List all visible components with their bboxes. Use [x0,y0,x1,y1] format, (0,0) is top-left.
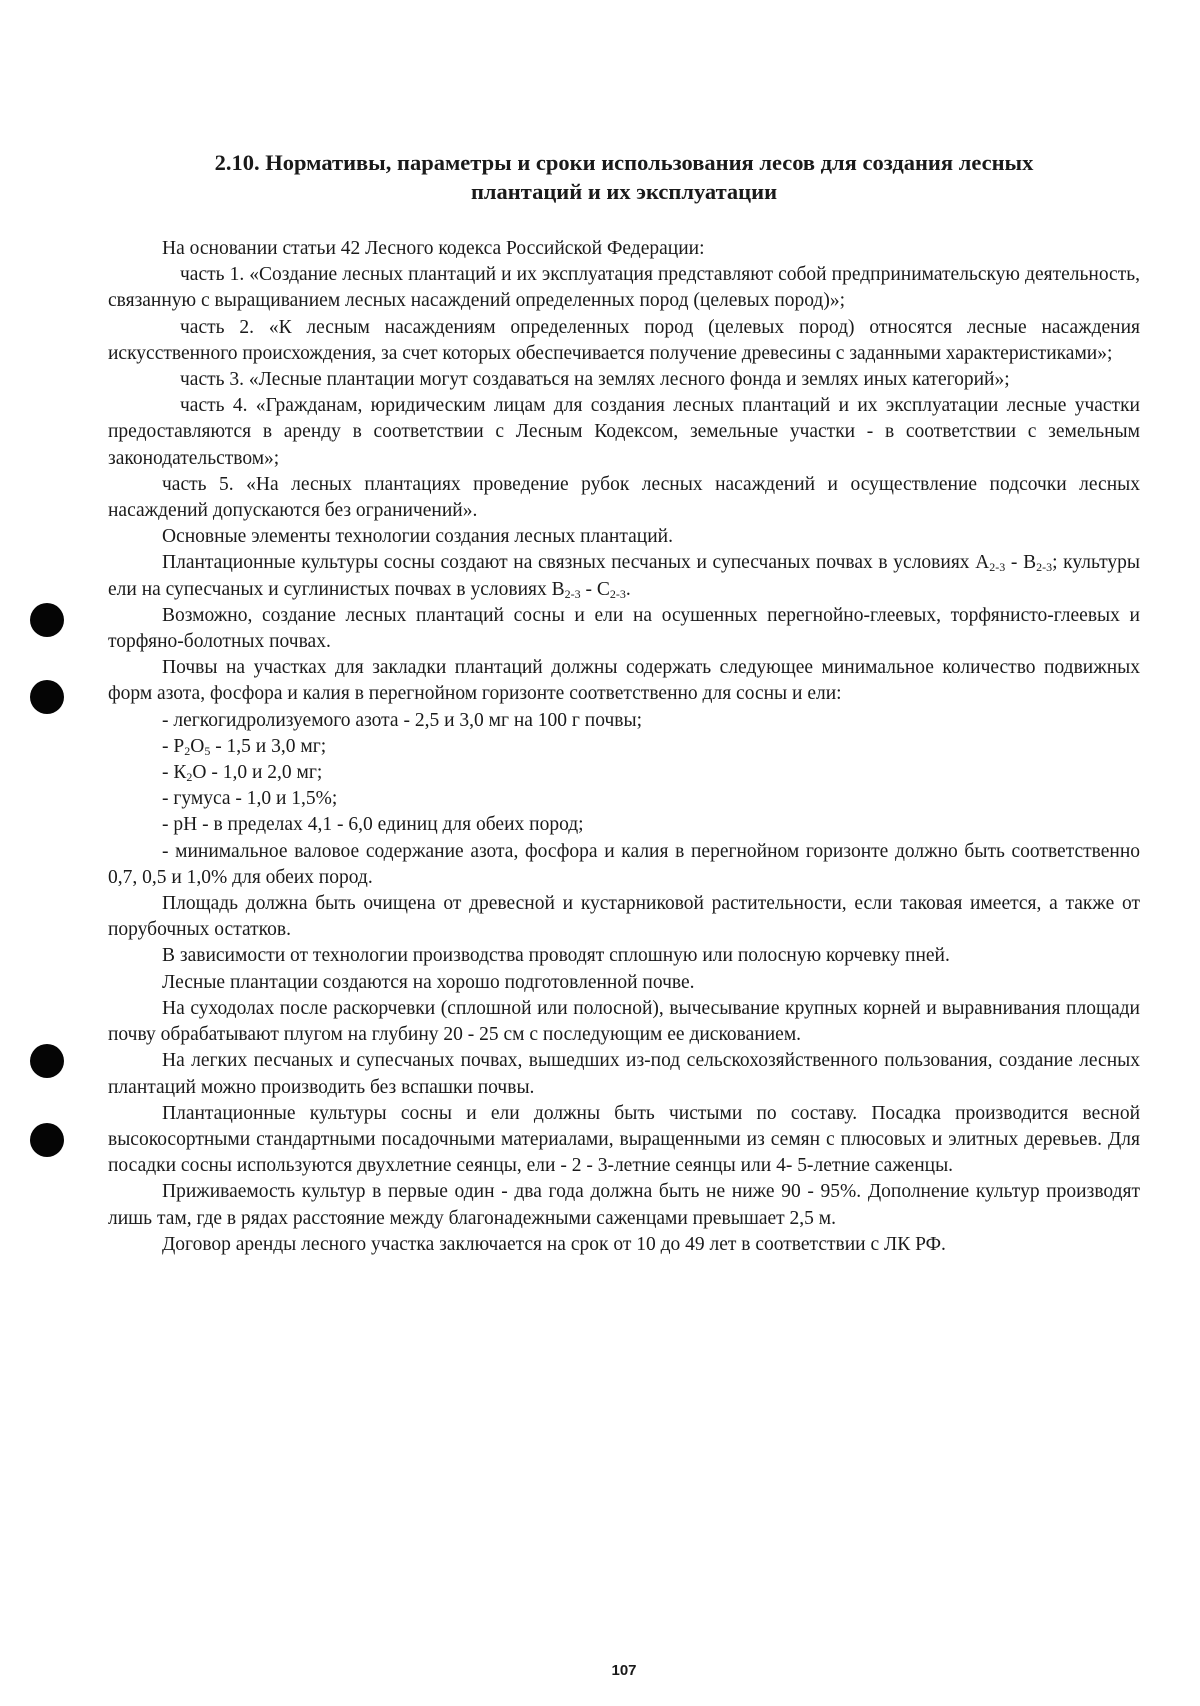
list-item: - $Р_2О_5 - 1,5$ и 3,0 мг; [162,735,327,758]
punch-hole-1 [30,603,64,637]
page-number: 107 [611,1662,637,1679]
paragraph: На суходолах после раскорчевки (сплошной или полосной), вычесывание крупных корней и выравнивания площади почву обрабатывают плугом на глубину 20 - 25 см с последующим ее дискованием. [108,997,1140,1046]
paragraph: Площадь должна быть очищена от древесной и кустарниковой растительности, если таковая имеется, а также от порубочных остатков. [108,893,1140,941]
paragraph: Возможно, создание лесных плантаций сосны и ели на осушенных перегнойно-глеевых, торфянисто-глеевых и торфяно-болотных почвах. [108,604,1140,653]
paragraph: часть 3. «Лесные плантации могут создаваться на землях лесного фонда и землях иных категорий»; [180,369,1010,391]
paragraph-conditions: Плантационные культуры сосны создают на связных песчаных и супесчаных почвах в условиях $А_{2-3} - В_{2-3}$; культуры ели на супесчаных и суглинистых почвах в условиях $В_{2-3} - С_{2-3}$. [108,552,1141,601]
paragraph: Почвы на участках для закладки плантаций должны содержать следующее минимальное количество подвижных форм азота, фосфора и калия в перегнойном горизонте соответственно для сосны и ели: [108,657,1140,705]
document-page [108,0,1140,1706]
list-item: - гумуса - 1,0 и 1,5%; [162,788,338,810]
list-item: - легкогидролизуемого азота - 2,5 и 3,0 мг на 100 г почвы; [162,709,643,731]
paragraph: Основные элементы технологии создания лесных плантаций. [162,526,673,548]
paragraph: Плантационные культуры сосны и ели должны быть чистыми по составу. Посадка производится весной высокосортными стандартными посадочными материалами, выращенными из семян с плюсовых и элитных деревьев. Для посадки сосны используются двухлетние сеянцы, ели - 2 - 3-летние сеянцы или 4- 5-летние саженцы. [108,1102,1140,1177]
paragraph: Лесные плантации создаются на хорошо подготовленной почве. [162,971,695,993]
punch-hole-4 [30,1123,64,1157]
paragraph: часть 4. «Гражданам, юридическим лицам для создания лесных плантаций и их эксплуатации лесные участки предоставляются в аренду в соответствии с Лесным Кодексом, земельные участки - в соответствии с земельным законодательством»; [108,395,1140,469]
paragraph: часть 1. «Создание лесных плантаций и их эксплуатация представляют собой предпринимательскую деятельность, связанную с выращиванием лесных насаждений определенных пород (целевых пород)»; [108,264,1140,312]
title-line-1: 2.10. Нормативы, параметры и сроки использования лесов для создания лесных [214,150,1034,175]
list-item: - $К_2О - 1,0$ и 2,0 мг; [162,762,323,785]
paragraph: Приживаемость культур в первые один - два года должна быть не ниже 90 - 95%. Дополнение культур производят лишь там, где в рядах расстояние между благонадежными саженцами превышает 2,5 м. [108,1181,1140,1229]
list-item: - минимальное валовое содержание азота, фосфора и калия в перегнойном горизонте должно быть соответственно 0,7, 0,5 и 1,0% для обеих пород. [108,840,1140,888]
paragraph: часть 2. «К лесным насаждениям определенных пород (целевых пород) относятся лесные насаждения искусственного происхождения, за счет которых обеспечивается получение древесины с заданными характеристиками»; [108,316,1140,364]
paragraph: Договор аренды лесного участка заключается на срок от 10 до 49 лет в соответствии с ЛК РФ. [162,1233,946,1255]
punch-hole-2 [30,680,64,714]
title-line-2: плантаций и их эксплуатации [470,179,778,204]
paragraph: В зависимости от технологии производства проводят сплошную или полосную корчевку пней. [162,945,950,967]
paragraph: часть 5. «На лесных плантациях проведение рубок лесных насаждений и осуществление подсочки лесных насаждений допускаются без ограничений». [108,473,1140,522]
section-title [108,148,1140,206]
paragraph: На основании статьи 42 Лесного кодекса Российской Федерации: [162,238,705,259]
paragraph: На легких песчаных и супесчаных почвах, вышедших из-под сельскохозяйственного пользования, создание лесных плантаций можно производить без вспашки почвы. [108,1050,1140,1098]
list-item: - рН - в пределах 4,1 - 6,0 единиц для обеих пород; [162,814,584,836]
body-text [108,236,1140,1258]
punch-hole-3 [30,1044,64,1078]
